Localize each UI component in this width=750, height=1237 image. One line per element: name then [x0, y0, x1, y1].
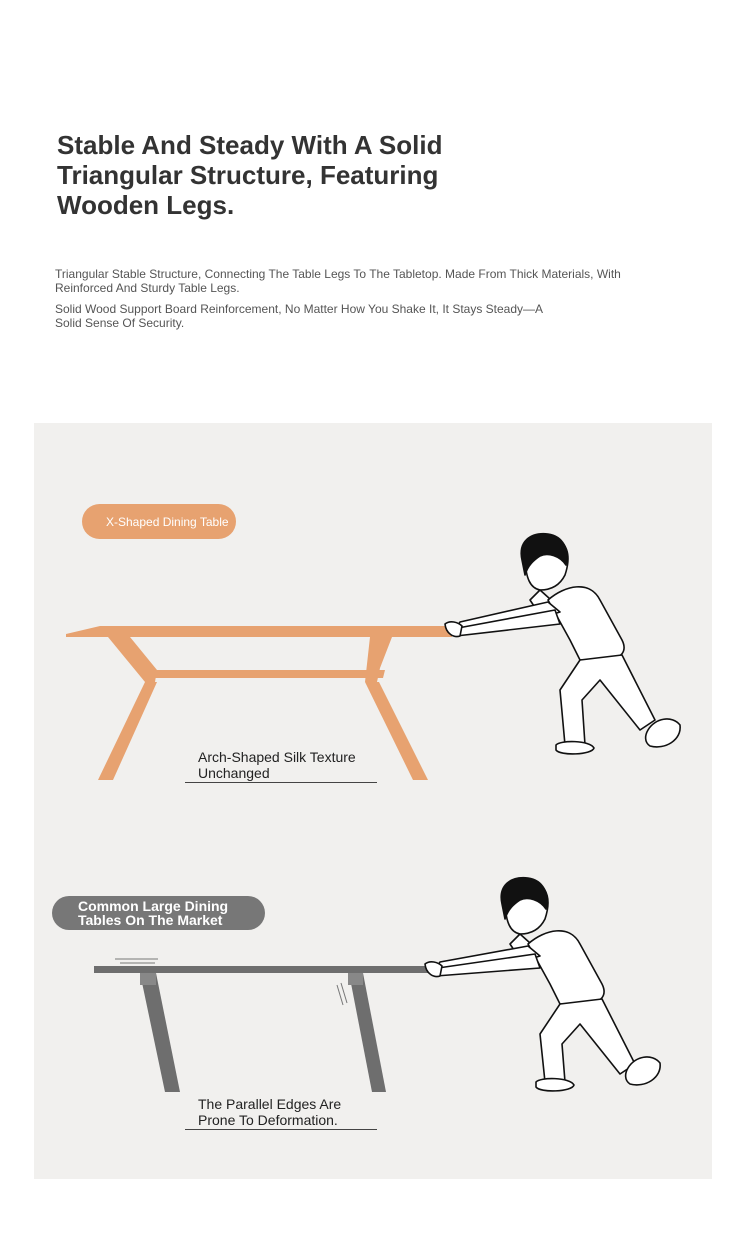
x-table-caption-line-2: Unchanged — [198, 765, 270, 781]
common-table-label-line-1: Common Large Dining — [78, 898, 229, 914]
common-table-illustration — [94, 959, 436, 1092]
x-table-caption-underline — [185, 782, 377, 783]
x-shaped-table-label: X-Shaped Dining Table — [106, 514, 229, 529]
common-table-badge — [52, 896, 265, 930]
person-pushing-icon — [445, 534, 680, 754]
common-table-caption — [198, 1096, 341, 1128]
common-table-caption-line-1: The Parallel Edges Are — [198, 1096, 342, 1112]
common-table-caption-line-2: Prone To Deformation. — [198, 1112, 338, 1128]
x-table-caption — [198, 749, 356, 781]
x-shaped-table-badge — [82, 504, 236, 539]
common-table-label-line-2: Tables On The Market — [78, 912, 223, 928]
page-title: Stable And Steady With A Solid Triangular Structure, Featuring Wooden Legs. — [57, 130, 443, 220]
common-table-caption-underline — [185, 1129, 377, 1130]
person-pushing-icon — [425, 878, 660, 1091]
x-table-caption-line-1: Arch-Shaped Silk Texture — [198, 749, 356, 765]
description-1: Triangular Stable Structure, Connecting The Table Legs To The Tabletop. Made From Thick Materials, With Reinforced And Sturdy Table Legs. — [55, 267, 621, 295]
description-2: Solid Wood Support Board Reinforcement, No Matter How You Shake It, It Stays Steady—A Solid Sense Of Security. — [55, 302, 543, 330]
